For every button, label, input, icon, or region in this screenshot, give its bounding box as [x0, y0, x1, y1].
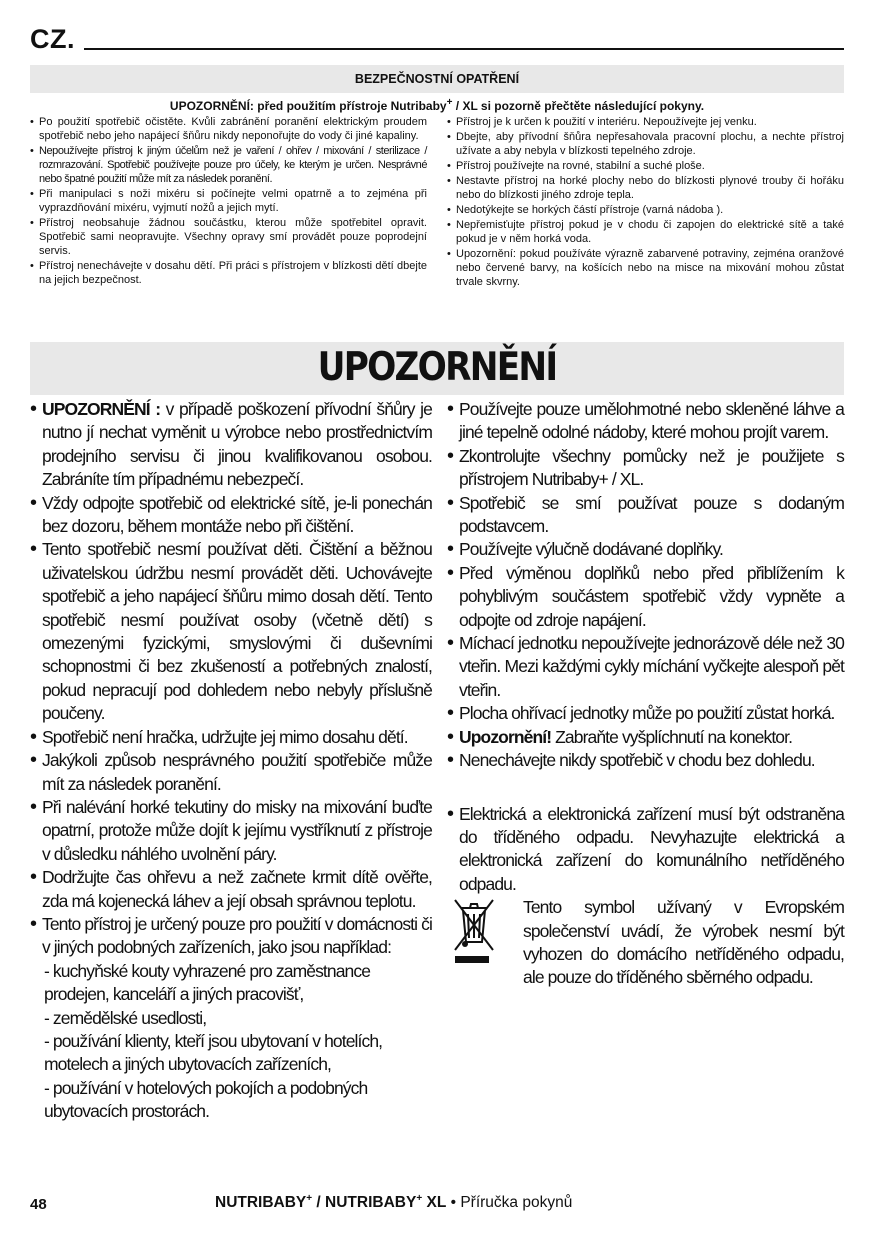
list-item: • Plocha ohřívací jednotky může po použití zůstat horká.	[447, 702, 844, 725]
list-item: • Dbejte, aby přívodní šňůra nepřesahovala pracovní plochu, a nechte přístroj užívate a aby nebyla v blízkosti tepelného zdroje.	[447, 130, 844, 158]
list-item: • Tento spotřebič nesmí používat děti. Čištění a běžnou uživatelskou údržbu nesmí provádět děti. Uchovávejte spotřebič a jeho napájecí šňůru mimo dosah dětí. Tento spotřebič nesmí používat osoby (včetně dětí) s omezenými fyzickými, smyslovými či duševními schopnostmi či bez zkušeností a potřebných znalostí, pokud nepracují pod dohledem nebo nebyly příslušně poučeny.	[30, 538, 432, 725]
list-item: • Nestavte přístroj na horké plochy nebo do blízkosti plynové trouby či hořáku nebo do blízkosti jiného zdroje tepla.	[447, 174, 844, 202]
sub-item: - zemědělské usedlosti,	[44, 1007, 207, 1028]
list-item: • Dodržujte čas ohřevu a než začnete krmit dítě ověřte, zda má kojenecká láhev a její obsah správnou teplotu.	[30, 866, 432, 913]
sub-item: - kuchyňské kouty vyhrazené pro zaměstnance prodejen, kanceláří a jiných pracovišť,	[44, 960, 371, 1005]
list-item: • Při nalévání horké tekutiny do misky na mixování buďte opatrní, protože může dojít k jejímu vystříknutí z přístroje v důsledku náhlého uvolnění páry.	[30, 796, 432, 866]
list-item: • Přístroj je k určen k použití v interiéru. Nepoužívejte jej venku.	[447, 115, 844, 129]
list-item: • Po použití spotřebič očistěte. Kvůli zabránění poranění elektrickým proudem spotřebič nebo jeho napájecí šňůru nikdy neponořujte do vody či jiné kapaliny.	[30, 115, 427, 143]
footer-title: NUTRIBABY+ / NUTRIBABY+ XL • Příručka pokynů	[215, 1193, 573, 1212]
weee-block	[447, 896, 844, 990]
list-item: • Nenechávejte nikdy spotřebič v chodu bez dohledu.	[447, 749, 844, 772]
sub-item: - používání klienty, kteří jsou ubytovaní v hotelích, motelech a jiných ubytovacích zařízeních,	[44, 1030, 383, 1075]
list-item: • Spotřebič není hračka, udržujte jej mimo dosahu dětí.	[30, 726, 432, 749]
safety-right-column	[447, 115, 844, 290]
list-item: • Elektrická a elektronická zařízení musí být odstraněna do tříděného odpadu. Nevyhazujte elektrická a elektronická zařízení do komunálního netříděného odpadu.	[447, 803, 844, 897]
sub-item: - používání v hotelových pokojích a podobných ubytovacích prostorách.	[44, 1077, 368, 1122]
page-number: 48	[30, 1196, 47, 1213]
safety-left-column	[30, 115, 427, 288]
list-item: • Používejte pouze umělohmotné nebo skleněné láhve a jiné tepelně odolné nádoby, které mohou projít varem.	[447, 398, 844, 445]
list-item: • Přístroj používejte na rovné, stabilní a suché ploše.	[447, 159, 844, 173]
weee-text: Tento symbol užívaný v Evropském společenství uvádí, že výrobek nesmí být vyhozen do domácího netříděného odpadu, ale pouze do tříděného sběrného odpadu.	[523, 897, 844, 988]
list-item: • Nedotýkejte se horkých částí přístroje (varná nádoba ).	[447, 203, 844, 217]
language-code: CZ.	[30, 24, 75, 54]
list-item: • UPOZORNĚNÍ : v případě poškození přívodní šňůry je nutno jí nechat vyměnit u výrobce nebo prostřednictvím prodejního servisu či jinou kvalifikovanou osobou. Zabráníte tím případnému nebezpečí.	[30, 398, 432, 492]
warning-title: UPOZORNĚNÍ	[317, 345, 557, 390]
header-rule	[84, 48, 844, 50]
list-item: • Vždy odpojte spotřebič od elektrické sítě, je-li ponechán bez dozoru, během montáže nebo při čištění.	[30, 492, 432, 539]
list-item: • Při manipulaci s noži mixéru si počínejte velmi opatrně a to zejména při vyprazdňování mixéru, vyjmutí nožů a jejich mytí.	[30, 187, 427, 215]
list-item: • Jakýkoli způsob nesprávného použití spotřebiče může mít za následek poranění.	[30, 749, 432, 796]
list-item: • Nepřemisťujte přístroj pokud je v chodu či zapojen do elektrické sítě a také pokud je v něm horká voda.	[447, 218, 844, 246]
list-item: • Upozornění! Zabraňte vyšplíchnutí na konektor.	[447, 726, 844, 749]
list-item: • Nepoužívejte přístroj k jiným účelům než je vaření / ohřev / mixování / sterilizace / rozmrazování. Spotřebič používejte pouze pro účely, ke kterým je určen. Nesprávné nebo špatné použití může mít za následek poranění.	[30, 144, 427, 186]
list-item: • Přístroj nenechávejte v dosahu dětí. Při práci s přístrojem v blízkosti dětí dbejte na jejich bezpečnost.	[30, 259, 427, 287]
safety-title-bar	[30, 65, 844, 93]
list-item: • Tento přístroj je určený pouze pro použití v domácnosti či v jiných podobných zařízeních, jako jsou například:	[30, 913, 432, 960]
safety-warning-line: UPOZORNĚNÍ: před použitím přístroje Nutribaby+ / XL si pozorně přečtěte následující pokyny.	[169, 97, 705, 113]
list-item: • Upozornění: pokud používáte výrazně zabarvené potraviny, zejména oranžové nebo červené barvy, na košících nebo na misce na mixování mohou zůstat trvale skvrny.	[447, 247, 844, 289]
warning-right-column	[447, 398, 844, 990]
list-item: • Přístroj neobsahuje žádnou součástku, kterou může spotřebitel opravit. Spotřebič sami neopravujte. Všechny opravy smí provádět pouze poprodejní servis.	[30, 216, 427, 258]
list-item: • Spotřebič se smí používat pouze s dodaným podstavcem.	[447, 492, 844, 539]
list-item: • Používejte výlučně dodávané doplňky.	[447, 538, 844, 561]
list-item: • Před výměnou doplňků nebo před přiblížením k pohyblivým součástem spotřebič vždy vypněte a odpojte od zdroje napájení.	[447, 562, 844, 632]
list-item: • Míchací jednotku nepoužívejte jednorázově déle než 30 vteřin. Mezi každými cykly míchání vyčkejte alespoň pět vteřin.	[447, 632, 844, 702]
warning-left-column	[30, 398, 432, 1124]
safety-title: BEZPEČNOSTNÍ OPATŘENÍ	[354, 72, 520, 86]
list-item: • Zkontrolujte všechny pomůcky než je použijete s přístrojem Nutribaby+ / XL.	[447, 445, 844, 492]
crossed-bin-icon	[451, 896, 497, 966]
